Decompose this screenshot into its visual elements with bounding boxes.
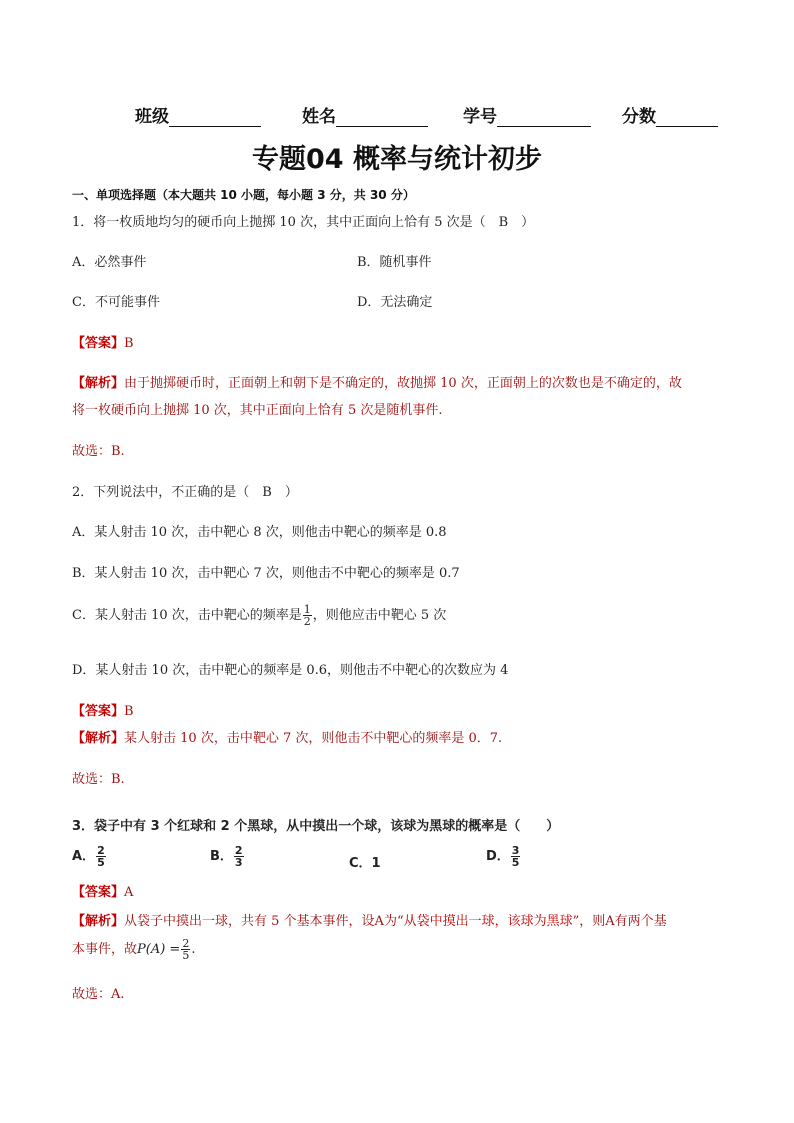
q3-a-den: 5 [97,856,105,869]
score-blank[interactable] [656,108,718,127]
q1-option-a: A．必然事件 [72,255,147,270]
answer-tag: 【答案】 [72,704,125,719]
answer-tag: 【答案】 [72,336,125,351]
analysis-tag: 【解析】 [72,376,125,391]
answer-tag: 【答案】 [72,885,125,900]
q1-option-c: C．不可能事件 [72,295,160,310]
student-number-blank[interactable] [497,108,591,127]
q2-option-d: D．某人射击 10 次，击中靶心的频率是 0.6，则他击不中靶心的次数应为 4 [72,663,509,678]
student-number-label: 学号 [463,107,497,127]
name-field[interactable] [302,102,428,127]
q3-option-a [72,845,107,868]
score-field[interactable] [622,102,718,127]
q3-analysis-l2-pre: 本事件，故 [72,942,138,957]
q3-b-num: 2 [234,844,243,857]
q2-option-c [72,604,446,627]
class-field[interactable] [135,102,261,127]
q2-option-a: A．某人射击 10 次，击中靶心 8 次，则他击中靶心的频率是 0.8 [72,525,447,540]
q3-option-a-fraction [96,845,106,868]
q3-analysis-line1 [72,910,667,929]
q3-option-c: C．1 [349,856,381,871]
q3-d-num: 3 [511,844,520,857]
q1-option-d: D．无法确定 [357,295,433,310]
analysis-tag: 【解析】 [72,914,125,929]
class-blank[interactable] [169,108,261,127]
q3-option-b [210,845,245,868]
q1-answer [72,332,134,351]
q2-option-c-pre: C．某人射击 10 次，击中靶心的频率是 [72,608,302,623]
name-blank[interactable] [336,108,428,127]
q3-analysis-quote: “从袋中摸出一球，该球为黑球” [396,914,580,929]
class-label: 班级 [135,107,169,127]
q3-analysis-pre: 从袋子中摸出一球，共有 5 个基本事件，设A为 [124,914,397,929]
q1-option-b: B．随机事件 [357,255,432,270]
q3-answer [72,881,133,900]
q3-formula: P(A) = [137,942,181,957]
q3-option-a-label: A． [72,849,96,864]
q1-stem: 1．将一枚质地均匀的硬币向上抛掷 10 次，其中正面向上恰有 5 次是（ B ） [72,215,535,230]
q3-analysis-l2-post: . [191,942,196,957]
q1-choice: 故选：B. [72,444,125,459]
q2-option-b: B．某人射击 10 次，击中靶心 7 次，则他击不中靶心的频率是 0.7 [72,566,460,581]
q3-d-den: 5 [511,856,520,869]
q3-choice: 故选：A. [72,987,125,1002]
q3-analysis-post: ，则A有两个基 [579,914,667,929]
q3-option-d-fraction [511,845,521,868]
q3-option-d [486,845,521,868]
q3-answer-value: A [124,885,134,900]
q2-fraction-num: 1 [303,603,311,616]
name-label: 姓名 [302,107,336,127]
section-heading: 一、单项选择题（本大题共 10 小题，每小题 3 分，共 30 分） [72,188,415,202]
q3-f-num: 2 [182,937,190,950]
q3-formula-fraction [181,938,190,961]
q2-analysis-text: 某人射击 10 次，击中靶心 7 次，则他击不中靶心的频率是 0．7. [124,731,503,746]
q3-f-den: 5 [182,949,190,962]
q2-fraction [303,604,312,627]
q3-analysis-line2 [72,938,195,961]
q3-option-d-label: D． [486,849,510,864]
student-number-field[interactable] [463,102,591,127]
q2-choice: 故选：B. [72,772,125,787]
q2-answer [72,700,134,719]
q3-b-den: 3 [234,856,243,869]
analysis-tag: 【解析】 [72,731,125,746]
q1-answer-value: B [124,336,134,351]
q3-stem: 3．袋子中有 3 个红球和 2 个黑球，从中摸出一个球，该球为黑球的概率是（ ） [72,819,560,834]
q2-stem: 2．下列说法中，不正确的是（ B ） [72,485,298,500]
q3-option-b-label: B． [210,849,233,864]
q3-option-b-fraction [234,845,244,868]
q2-fraction-den: 2 [303,615,311,628]
q1-analysis-line2: 将一枚硬币向上抛掷 10 次，其中正面向上恰有 5 次是随机事件. [72,403,443,418]
q2-answer-value: B [124,704,134,719]
q1-analysis-text1: 由于抛掷硬币时，正面朝上和朝下是不确定的，故抛掷 10 次，正面朝上的次数也是不确定的，故 [124,376,682,391]
page-title: 专题04 概率与统计初步 [252,144,542,175]
q1-analysis-line1 [72,372,682,391]
q2-option-c-post: ，则他应击中靶心 5 次 [312,608,447,623]
q2-analysis [72,727,502,746]
q3-a-num: 2 [97,844,105,857]
score-label: 分数 [622,107,656,127]
